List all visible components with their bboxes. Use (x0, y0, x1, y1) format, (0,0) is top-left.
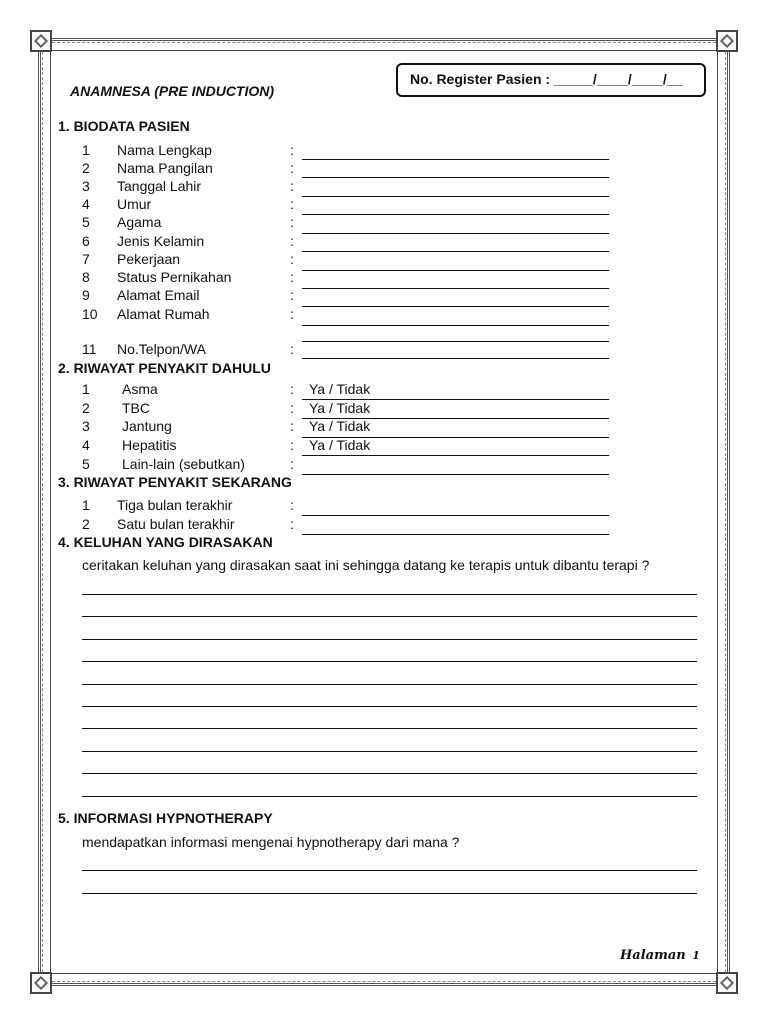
field-colon: : (290, 400, 294, 416)
answer-line[interactable] (302, 251, 609, 252)
field-label: Agama (117, 214, 162, 230)
field-label: Jenis Kelamin (117, 233, 205, 249)
answer-line[interactable] (302, 306, 609, 307)
item-number: 6 (82, 233, 90, 249)
yes-no-option: Ya / Tidak (309, 400, 371, 416)
answer-line[interactable] (302, 177, 609, 178)
item-number: 4 (82, 437, 90, 453)
answer-line[interactable] (302, 474, 609, 475)
item-number: 2 (82, 160, 90, 176)
item-number: 2 (82, 516, 90, 532)
yes-no-option: Ya / Tidak (309, 418, 371, 434)
writing-line[interactable] (82, 616, 697, 617)
yes-no-option: Ya / Tidak (309, 437, 371, 453)
item-number: 5 (82, 214, 90, 230)
item-number: 9 (82, 287, 90, 303)
item-number: 5 (82, 456, 90, 472)
writing-line[interactable] (82, 594, 697, 595)
item-number: 1 (82, 381, 90, 397)
field-colon: : (290, 251, 294, 267)
field-label: Pekerjaan (117, 251, 181, 267)
answer-line[interactable] (302, 341, 609, 342)
item-number: 11 (82, 341, 97, 357)
disease-label: Lain-lain (sebutkan) (122, 456, 245, 472)
answer-line[interactable] (302, 233, 609, 234)
answer-line[interactable] (302, 418, 609, 419)
field-colon: : (290, 437, 294, 453)
keluhan-question: ceritakan keluhan yang dirasakan saat ini sehingga datang ke terapis untuk dibantu terapi ? (82, 557, 650, 573)
field-label: No.Telpon/WA (117, 341, 206, 357)
answer-line[interactable] (302, 437, 609, 438)
answer-line[interactable] (302, 358, 609, 359)
writing-line[interactable] (82, 639, 697, 640)
field-colon: : (290, 214, 294, 230)
field-colon: : (290, 196, 294, 212)
page-number: 1 (692, 949, 700, 962)
item-number: 7 (82, 251, 90, 267)
answer-line[interactable] (302, 196, 609, 197)
field-colon: : (290, 516, 294, 532)
corner-ornament-icon (30, 972, 52, 994)
field-label: Nama Pangilan (117, 160, 213, 176)
field-label: Nama Lengkap (117, 142, 212, 158)
disease-label: Asma (122, 381, 158, 397)
page-label-text: Halaman (620, 948, 686, 963)
writing-line[interactable] (82, 706, 697, 707)
item-number: 1 (82, 142, 90, 158)
hypnotherapy-question: mendapatkan informasi mengenai hypnotherapy dari mana ? (82, 834, 460, 850)
field-colon: : (290, 306, 294, 322)
field-colon: : (290, 287, 294, 303)
answer-line[interactable] (302, 325, 609, 326)
field-colon: : (290, 418, 294, 434)
field-colon: : (290, 142, 294, 158)
answer-line[interactable] (302, 270, 609, 271)
writing-line[interactable] (82, 684, 697, 685)
disease-label: Hepatitis (122, 437, 177, 453)
field-colon: : (290, 233, 294, 249)
disease-label: Jantung (122, 418, 172, 434)
field-colon: : (290, 178, 294, 194)
writing-line[interactable] (82, 893, 697, 894)
answer-line[interactable] (302, 214, 609, 215)
field-label: Tiga bulan terakhir (117, 497, 233, 513)
section-title-keluhan: 4. KELUHAN YANG DIRASAKAN (58, 534, 273, 550)
item-number: 2 (82, 400, 90, 416)
register-number-label: No. Register Pasien : _____/____/____/__ (410, 71, 683, 87)
writing-line[interactable] (82, 870, 697, 871)
item-number: 4 (82, 196, 90, 212)
corner-ornament-icon (716, 30, 738, 52)
yes-no-option: Ya / Tidak (309, 381, 371, 397)
field-label: Status Pernikahan (117, 269, 232, 285)
answer-line[interactable] (302, 399, 609, 400)
writing-line[interactable] (82, 773, 697, 774)
field-label: Umur (117, 196, 152, 212)
form-title: ANAMNESA (PRE INDUCTION) (70, 83, 275, 99)
item-number: 3 (82, 418, 90, 434)
section-title-biodata: 1. BIODATA PASIEN (58, 118, 190, 134)
field-colon: : (290, 381, 294, 397)
answer-line[interactable] (302, 534, 609, 535)
field-label: Tanggal Lahir (117, 178, 202, 194)
answer-line[interactable] (302, 159, 609, 160)
field-label: Satu bulan terakhir (117, 516, 235, 532)
field-colon: : (290, 456, 294, 472)
field-colon: : (290, 497, 294, 513)
disease-label: TBC (122, 400, 150, 416)
section-title-hypnotherapy: 5. INFORMASI HYPNOTHERAPY (58, 810, 273, 826)
field-colon: : (290, 341, 294, 357)
writing-line[interactable] (82, 661, 697, 662)
writing-line[interactable] (82, 751, 697, 752)
field-colon: : (290, 269, 294, 285)
section-title-riwayat-sekarang: 3. RIWAYAT PENYAKIT SEKARANG (58, 474, 292, 490)
field-label: Alamat Rumah (117, 306, 210, 322)
writing-line[interactable] (82, 728, 697, 729)
item-number: 8 (82, 269, 90, 285)
corner-ornament-icon (30, 30, 52, 52)
field-colon: : (290, 160, 294, 176)
answer-line[interactable] (302, 455, 609, 456)
corner-ornament-icon (716, 972, 738, 994)
item-number: 3 (82, 178, 90, 194)
item-number: 10 (82, 306, 98, 322)
writing-line[interactable] (82, 796, 697, 797)
answer-line[interactable] (302, 515, 609, 516)
item-number: 1 (82, 497, 90, 513)
page-label (620, 948, 700, 964)
answer-line[interactable] (302, 288, 609, 289)
section-title-riwayat-dahulu: 2. RIWAYAT PENYAKIT DAHULU (58, 360, 271, 376)
field-label: Alamat Email (117, 287, 200, 303)
